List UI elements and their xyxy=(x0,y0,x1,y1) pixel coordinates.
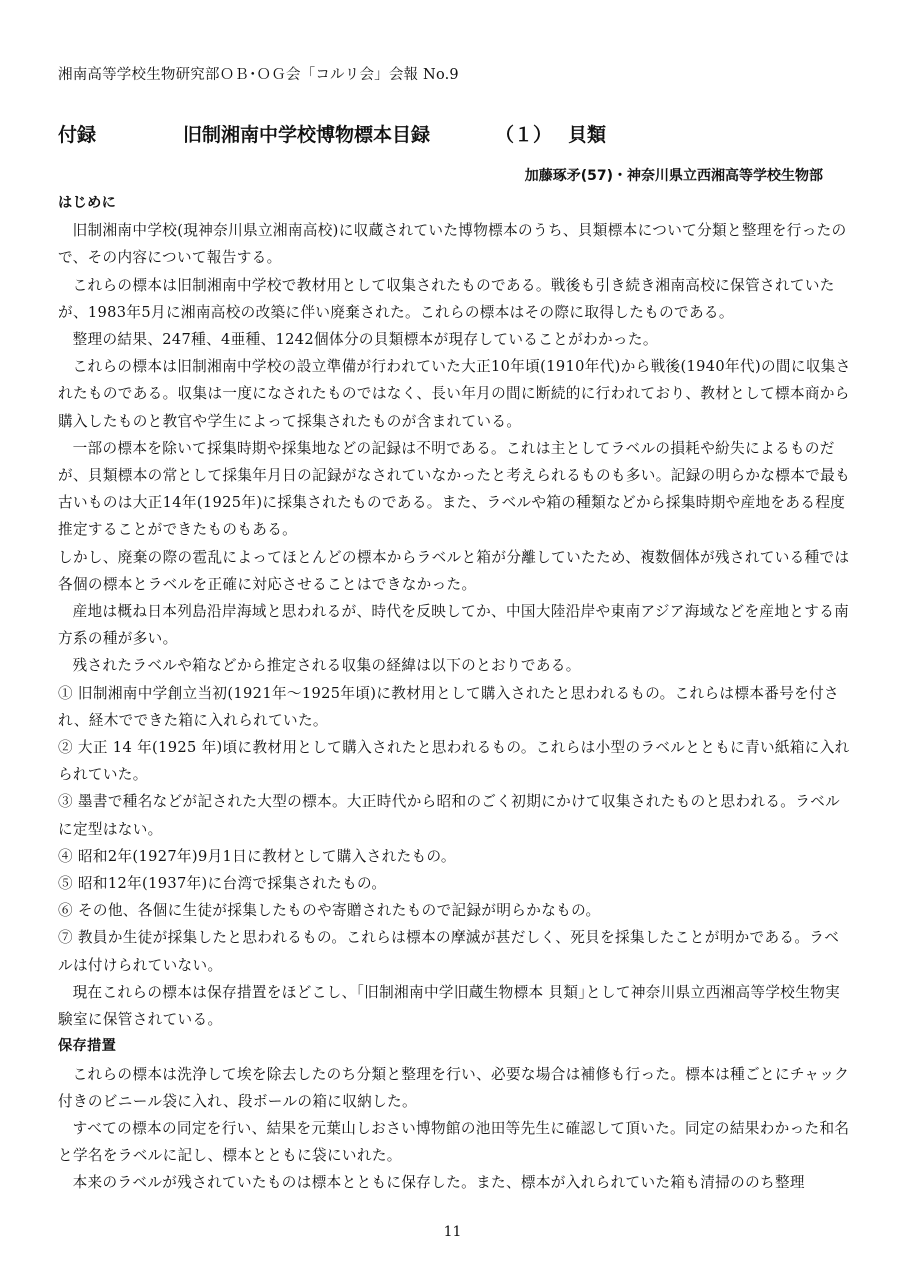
title-number: （１） xyxy=(495,124,553,146)
paragraph: 旧制湘南中学校(現神奈川県立湘南高校)に収蔵されていた博物標本のうち、貝類標本について分類と整理を行ったので、その内容について報告する。 xyxy=(58,222,847,267)
author-line: 加藤琢矛(57)・神奈川県立西湘高等学校生物部 xyxy=(524,168,823,184)
article-title xyxy=(58,120,858,148)
paragraph: 本来のラベルが残されていたものは標本とともに保存した。また、標本が入れられていた箱も清掃ののち整理 xyxy=(72,1174,805,1192)
appendix-label: 付録 xyxy=(58,124,97,146)
page-number: 11 xyxy=(443,1224,462,1240)
paragraph: 整理の結果、247種、4亜種、1242個体分の貝類標本が現存していることがわかった。 xyxy=(72,331,658,349)
list-item: ⑦ 教員か生徒が採集したと思われるもの。これらは標本の摩滅が甚だしく、死貝を採集したことが明かである。ラベルは付けられていない。 xyxy=(58,929,840,974)
list-item: ④ 昭和2年(1927年)9月1日に教材として購入されたもの。 xyxy=(58,847,456,865)
paragraph: しかし、廃棄の際の雹乱によってほとんどの標本からラベルと箱が分離していたため、複数個体が残されている種では各個の標本とラベルを正確に対応させることはできなかった。 xyxy=(58,548,850,593)
section-heading-introduction: はじめに xyxy=(58,195,117,211)
newsletter-header: 湘南高等学校生物研究部ＯＢ･ＯＧ会「コルリ会」会報 No.9 xyxy=(58,67,459,83)
title-subject: 貝類 xyxy=(568,124,607,146)
list-item: ① 旧制湘南中学創立当初(1921年～1925年頃)に教材用として購入されたと思われるもの。これらは標本番号を付され、経木でできた箱に入れられていた。 xyxy=(58,684,839,729)
article-body xyxy=(58,190,851,1197)
paragraph: 残されたラベルや箱などから推定される収集の経緯は以下のとおりである。 xyxy=(72,657,581,675)
paragraph: これらの標本は旧制湘南中学校で教材用として収集されたものである。戦後も引き続き湘南高校に保管されていたが、1983年5月に湘南高校の改築に伴い廃棄された。これらの標本はその際に取得したものである。 xyxy=(58,276,835,321)
paragraph: 一部の標本を除いて採集時期や採集地などの記録は不明である。これは主としてラベルの損耗や紛失によるものだが、貝類標本の常として採集年月日の記録がなされていなかったと考えられるものも多い。記録の明らかな標本で最も古いものは大正14年(1925年)に採集されたものである。また、ラベルや箱の種類などから採集時期や産地をある程度推定することができたものもある。 xyxy=(58,439,851,539)
paragraph: 現在これらの標本は保存措置をほどこし、｢旧制湘南中学旧蔵生物標本 貝類｣として神奈川県立西湘高等学校生物実験室に保管されている。 xyxy=(58,983,841,1029)
paragraph: これらの標本は旧制湘南中学校の設立準備が行われていた大正10年頃(1910年代)から戦後(1940年代)の間に収集されたものである。収集は一度になされたものではなく、長い年月の間に断続的に行われており、教材として標本商から購入したものと教官や学生によって採集されたものが含まれている。 xyxy=(58,358,851,430)
section-heading-preservation: 保存措置 xyxy=(58,1038,117,1055)
paragraph: これらの標本は洗浄して埃を除去したのち分類と整理を行い、必要な場合は補修も行った。標本は種ごとにチャック付きのビニール袋に入れ、段ボールの箱に収納した。 xyxy=(58,1065,850,1110)
list-item: ③ 墨書で種名などが記された大型の標本。大正時代から昭和のごく初期にかけて収集されたものと思われる。ラベルに定型はない。 xyxy=(58,793,841,838)
list-item: ⑥ その他、各個に生徒が採集したものや寄贈されたもので記録が明らかなもの。 xyxy=(58,902,601,920)
list-item: ② 大正 14 年(1925 年)頃に教材用として購入されたと思われるもの。これらは小型のラベルとともに青い紙箱に入れられていた。 xyxy=(58,739,850,784)
paragraph: すべての標本の同定を行い、結果を元葉山しおさい博物館の池田等先生に確認して頂いた。同定の結果わかった和名と学名をラベルに記し、標本とともに袋にいれた。 xyxy=(58,1119,850,1165)
list-item: ⑤ 昭和12年(1937年)に台湾で採集されたもの。 xyxy=(58,875,387,893)
paragraph: 産地は概ね日本列島沿岸海域と思われるが、時代を反映してか、中国大陸沿岸や東南アジア海域などを産地とする南方系の種が多い。 xyxy=(58,603,850,648)
title-main: 旧制湘南中学校博物標本目録 xyxy=(183,124,431,146)
